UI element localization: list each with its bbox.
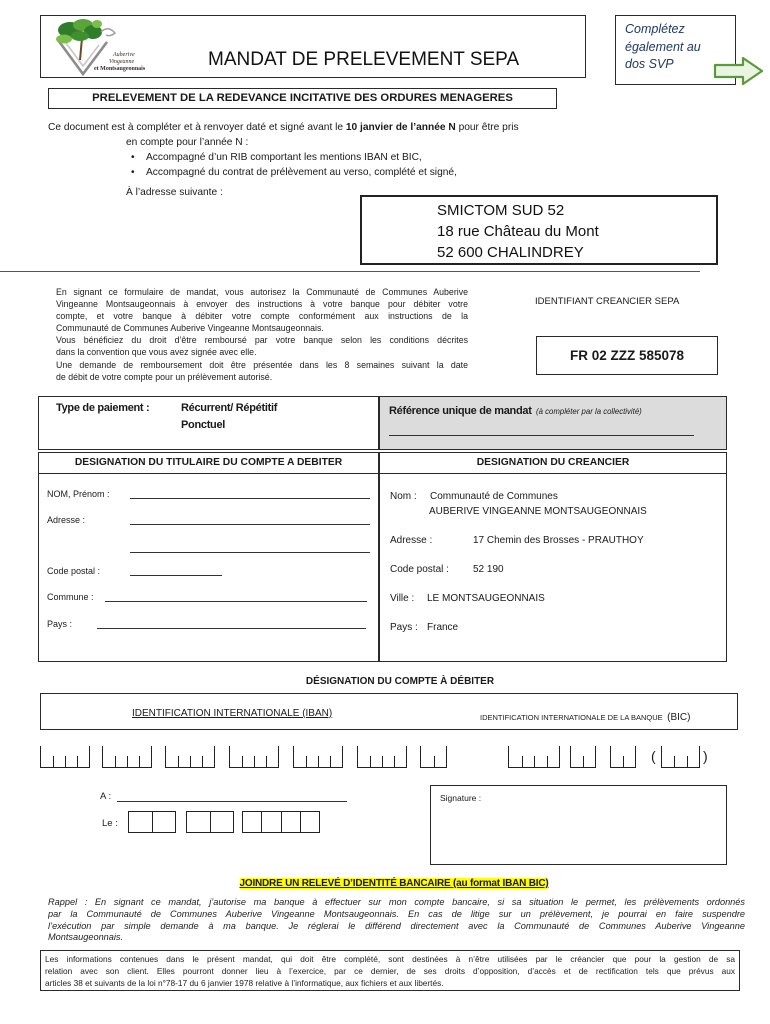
debtor-name-field[interactable]	[130, 498, 370, 499]
creditor-postal-label: Code postal :	[390, 564, 449, 575]
rib-notice	[154, 873, 634, 891]
creditor-country-label: Pays :	[390, 622, 418, 633]
date-day-field[interactable]	[128, 811, 176, 833]
logo-text-3: et Montsaugeonnais	[94, 66, 146, 72]
text-line: Une demande de remboursement doit être présentée dans les 8 semaines suivant la date	[56, 359, 468, 370]
creditor-address-value: 17 Chemin des Brosses - PRAUTHOY	[473, 535, 644, 546]
arrow-right-icon	[713, 56, 765, 86]
iban-input-group[interactable]	[165, 746, 215, 768]
signature-label: Signature :	[440, 793, 482, 803]
list-item: • Accompagné du contrat de prélèvement au verso, complété et signé,	[146, 166, 457, 179]
creditor-city-value: LE MONTSAUGEONNAIS	[427, 593, 545, 604]
date-year-field[interactable]	[242, 811, 320, 833]
mandate-reference-label: Référence unique de mandat	[389, 405, 532, 417]
debtor-section	[38, 452, 379, 662]
text-line: relation avec son client. Elles pourront donner lieu à l’exercice, par ce dernier, de ses droits d’opposition, d’accès et de rectification tels que prévus aux	[45, 966, 735, 976]
intro-line-2: en compte pour l’année N :	[126, 137, 249, 148]
payment-type-label: Type de paiement :	[56, 402, 150, 414]
text-line: de débit de votre compte pour un prélèvement autorisé.	[56, 371, 273, 382]
logo-text-2: Vingeanne	[109, 59, 135, 65]
address-line: SMICTOM SUD 52	[437, 202, 565, 219]
logo-trunk	[80, 38, 82, 60]
payment-type-box	[38, 396, 379, 450]
privacy-box	[40, 950, 740, 991]
mandate-reference-field[interactable]	[389, 435, 694, 436]
creditor-id-label: IDENTIFIANT CREANCIER SEPA	[535, 296, 680, 307]
address-line: 18 rue Château du Mont	[437, 223, 599, 240]
text-line: par la Communauté de Communes Auberive Vingeanne Montsaugeonnais. En cas de litige sur un prélèvement, je pourrai en faire suspendre	[48, 908, 745, 919]
divider	[0, 271, 700, 272]
debtor-name-label: NOM, Prénom :	[47, 489, 110, 499]
verso-note-line: Complétez	[625, 22, 685, 36]
date-label: Le :	[102, 818, 118, 829]
creditor-city-label: Ville :	[390, 593, 415, 604]
bic-label	[480, 707, 690, 725]
creditor-address-label: Adresse :	[390, 535, 433, 546]
text-line: l’exécution par simple demande à ma banque. Je réglerai le différend directement avec la Communauté de Communes Auberive Vingeanne	[48, 920, 745, 931]
mandate-reference-note: (à compléter par la collectivité)	[536, 407, 642, 416]
debtor-city-label: Commune :	[47, 592, 94, 602]
creditor-heading: DESIGNATION DU CREANCIER	[380, 453, 726, 474]
mandate-text	[56, 286, 468, 383]
rib-notice-text: JOINDRE UN RELEVÉ D’IDENTITÉ BANCAIRE (au format IBAN BIC)	[239, 878, 549, 889]
creditor-name-value: AUBERIVE VINGEANNE MONTSAUGEONNAIS	[429, 506, 647, 517]
text-line: Montsaugeonnais.	[48, 932, 124, 943]
debtor-address-field[interactable]	[130, 524, 370, 525]
debtor-country-label: Pays :	[47, 619, 73, 629]
debtor-postal-field[interactable]	[130, 575, 222, 576]
intro-text: Ce document est à compléter et à renvoyer daté et signé avant le	[48, 122, 346, 133]
payment-option-ponctuel[interactable]: Ponctuel	[181, 419, 226, 431]
creditor-name-value: Communauté de Communes	[430, 491, 558, 502]
creditor-id-value: FR 02 ZZZ 585078	[569, 348, 685, 363]
text-line: Les informations contenues dans le présent mandat, qui doit être complété, sont destinées à n’être utilisées par le créancier que pour la gestion de sa	[45, 954, 735, 964]
date-month-field[interactable]	[186, 811, 234, 833]
debtor-postal-label: Code postal :	[47, 566, 101, 576]
text-line: dans la convention que vous avez signée avec elle.	[56, 347, 257, 358]
logo-text-1: Auberive	[113, 52, 135, 58]
iban-input-group[interactable]	[229, 746, 279, 768]
place-label: A :	[100, 791, 112, 802]
intro-line-1	[48, 121, 519, 134]
place-field[interactable]	[117, 801, 347, 802]
text-line: Vingeanne Montsaugeonnais à envoyer des instructions à votre banque pour débiter votre	[56, 299, 468, 310]
text-line: Rappel : En signant ce mandat, j’autorise ma banque à effectuer sur mon compte bancaire, si sa situation le permet, les prélèvements ordonnés	[48, 897, 745, 907]
payment-option-recurrent[interactable]: Récurrent/ Répétitif	[181, 402, 278, 414]
bic-input-group[interactable]	[661, 746, 700, 768]
iban-input-group[interactable]	[420, 746, 447, 768]
logo-curl	[101, 29, 115, 36]
creditor-postal-value: 52 190	[473, 564, 504, 575]
text-line: compte, et votre banque à débiter votre compte conformément aux instructions de la	[56, 311, 468, 322]
account-labels-box	[40, 693, 738, 730]
logo-foliage	[56, 19, 102, 44]
return-address-box	[360, 195, 718, 265]
bic-input-group[interactable]	[610, 746, 636, 768]
page-title: MANDAT DE PRELEVEMENT SEPA	[208, 49, 520, 70]
bic-input-group[interactable]	[508, 746, 560, 768]
creditor-id-box	[536, 336, 718, 375]
iban-input-group[interactable]	[293, 746, 343, 768]
creditor-country-value: France	[427, 622, 459, 633]
creditor-name-label: Nom :	[390, 491, 417, 502]
list-item: • Accompagné d’un RIB comportant les mentions IBAN et BIC,	[146, 151, 422, 164]
subtitle: PRELEVEMENT DE LA REDEVANCE INCITATIVE DES ORDURES MENAGERES	[48, 88, 557, 109]
text-line: Vous bénéficiez du droit d’être remboursé par votre banque selon les conditions décrites	[56, 335, 468, 346]
mandate-reference-box	[379, 396, 727, 450]
iban-input-group[interactable]	[357, 746, 407, 768]
iban-label: IDENTIFICATION INTERNATIONALE (IBAN)	[132, 708, 333, 719]
signature-field[interactable]	[430, 785, 727, 865]
bic-paren-open: (	[651, 748, 656, 764]
logo	[53, 18, 153, 76]
bic-paren-close: )	[703, 748, 708, 764]
intro-text: pour être pris	[455, 122, 519, 133]
account-heading: DÉSIGNATION DU COMPTE À DÉBITER	[305, 676, 495, 687]
creditor-section	[379, 452, 727, 662]
bic-label-abbr: (BIC)	[667, 712, 691, 723]
bic-label-text: IDENTIFICATION INTERNATIONALE DE LA BANQUE	[480, 713, 663, 722]
reminder-text	[48, 897, 745, 944]
deadline: 10 janvier de l’année N	[345, 122, 456, 133]
address-intro: À l’adresse suivante :	[126, 187, 223, 198]
verso-note-line: également au	[625, 39, 701, 54]
debtor-address-field-2[interactable]	[130, 552, 370, 553]
debtor-country-field[interactable]	[97, 628, 366, 629]
title-frame	[40, 15, 586, 78]
bic-input-group[interactable]	[570, 746, 596, 768]
verso-note-line: dos SVP	[625, 57, 674, 71]
debtor-city-field[interactable]	[105, 601, 367, 602]
iban-input-group[interactable]	[40, 746, 90, 768]
debtor-address-label: Adresse :	[47, 515, 86, 525]
text-line: articles 38 et suivants de la loi n°78-17 du 6 janvier 1978 relative à l’informatique, aux fichiers et aux libertés.	[45, 978, 444, 988]
iban-input-group[interactable]	[102, 746, 152, 768]
debtor-heading: DESIGNATION DU TITULAIRE DU COMPTE A DEBITER	[39, 453, 378, 474]
text-line: Communauté de Communes Auberive Vingeanne Montsaugeonnais.	[56, 323, 324, 334]
text-line: En signant ce formulaire de mandat, vous autorisez la Communauté de Communes Auberive	[56, 287, 468, 297]
mandate-reference-heading	[389, 401, 642, 419]
address-line: 52 600 CHALINDREY	[437, 244, 584, 261]
